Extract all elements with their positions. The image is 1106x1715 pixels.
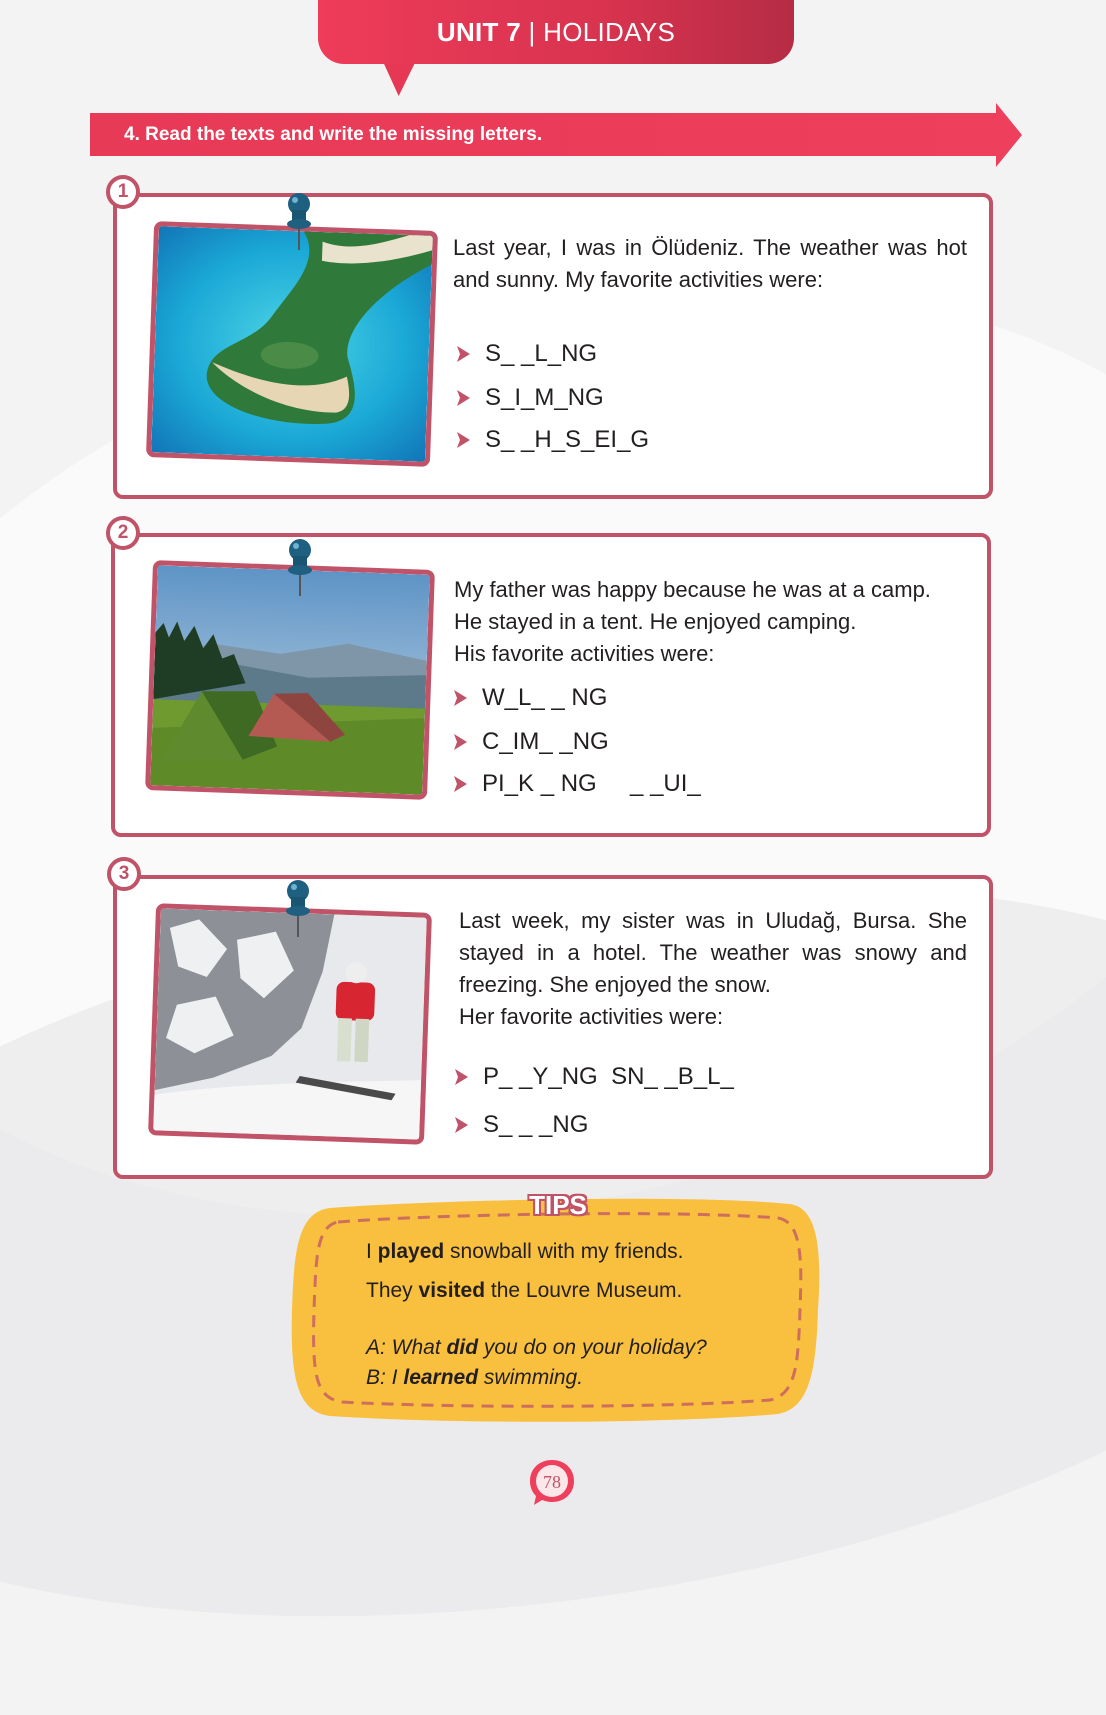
word-blank-text: PI_K _ NG _ _UI_ [482, 770, 701, 797]
tips-box [290, 1190, 822, 1426]
card-3-text-2: Her favorite activities were: [459, 1004, 724, 1029]
card-number-1: 1 [106, 175, 140, 209]
card-2-line-2: He stayed in a tent. He enjoyed camping. [454, 609, 857, 634]
unit-topic: HOLIDAYS [543, 17, 676, 47]
instruction-text: 4. Read the texts and write the missing letters. [124, 124, 543, 145]
card-number-2: 2 [106, 516, 140, 550]
card-3-text: Last week, my sister was in Uludağ, Bursa. She stayed in a hotel. The weather was snowy and freezing. She enjoyed the snow. [459, 908, 967, 997]
tips-answer [366, 1366, 583, 1390]
tips-sentence-2 [366, 1279, 682, 1303]
pushpin-icon [283, 879, 313, 939]
word-blank-2-2 [450, 728, 609, 756]
word-blank-text: S_I_M_NG [485, 384, 604, 411]
tips-bold-verb: learned [403, 1366, 479, 1389]
page-number: 78 [543, 1472, 561, 1492]
tips-bold-verb: played [377, 1240, 445, 1263]
tips-text: swimming. [478, 1366, 584, 1389]
page-number-badge [528, 1458, 576, 1506]
chevron-right-icon [450, 731, 472, 753]
tips-sentence-1 [366, 1240, 683, 1264]
word-blank-1-1 [453, 340, 597, 368]
word-blank-1-2 [453, 384, 604, 412]
tips-text: A: What [366, 1336, 447, 1359]
tips-question [366, 1336, 707, 1360]
photo-snowboard [148, 903, 432, 1144]
photo-oludeniz [146, 221, 438, 467]
pushpin-icon [285, 538, 315, 598]
card-2-line-3: His favorite activities were: [454, 641, 715, 666]
word-blank-text: S_ _H_S_EI_G [485, 426, 650, 453]
word-blank-text: W_L_ _ NG [482, 684, 608, 711]
word-blank-3-2 [451, 1111, 588, 1139]
tips-text: you do on your holiday? [478, 1336, 707, 1359]
tips-bold-verb: visited [418, 1279, 486, 1302]
word-blank-2-1 [450, 684, 607, 712]
pushpin-icon [284, 192, 314, 252]
tips-title: TIPS [529, 1190, 587, 1220]
word-blank-3-1 [451, 1063, 734, 1091]
word-blank-text: S_ _ _NG [483, 1111, 589, 1138]
tips-text: I [366, 1240, 378, 1263]
card-2-line-1: My father was happy because he was at a camp. [454, 577, 931, 602]
chevron-right-icon [453, 387, 475, 409]
word-blank-text: P_ _Y_NG SN_ _B_L_ [483, 1063, 734, 1090]
tips-text: B: I [366, 1366, 404, 1389]
chevron-right-icon [453, 429, 475, 451]
banner-arrow-icon [996, 103, 1022, 167]
chevron-right-icon [451, 1066, 473, 1088]
instruction-banner [90, 113, 998, 156]
unit-label: UNIT 7 [436, 17, 522, 47]
tips-bubble-shape [290, 1190, 822, 1426]
word-blank-text: S_ _L_NG [485, 340, 598, 367]
card-number-3: 3 [107, 857, 141, 891]
tips-text: They [366, 1279, 419, 1302]
unit-separator: | [521, 17, 544, 47]
unit-header [318, 0, 794, 64]
tips-bold-verb: did [446, 1336, 479, 1359]
word-blank-2-3 [450, 770, 701, 798]
word-blank-1-3 [453, 426, 649, 454]
word-blank-text: C_IM_ _NG [482, 728, 609, 755]
chevron-right-icon [450, 773, 472, 795]
chevron-right-icon [453, 343, 475, 365]
tips-text: the Louvre Museum. [485, 1279, 683, 1302]
tips-text: snowball with my friends. [444, 1240, 684, 1263]
chevron-right-icon [451, 1114, 473, 1136]
card-1-text: Last year, I was in Ölüdeniz. The weather was hot and sunny. My favorite activities were: [453, 235, 967, 292]
unit-title [318, 17, 794, 48]
chevron-right-icon [450, 687, 472, 709]
